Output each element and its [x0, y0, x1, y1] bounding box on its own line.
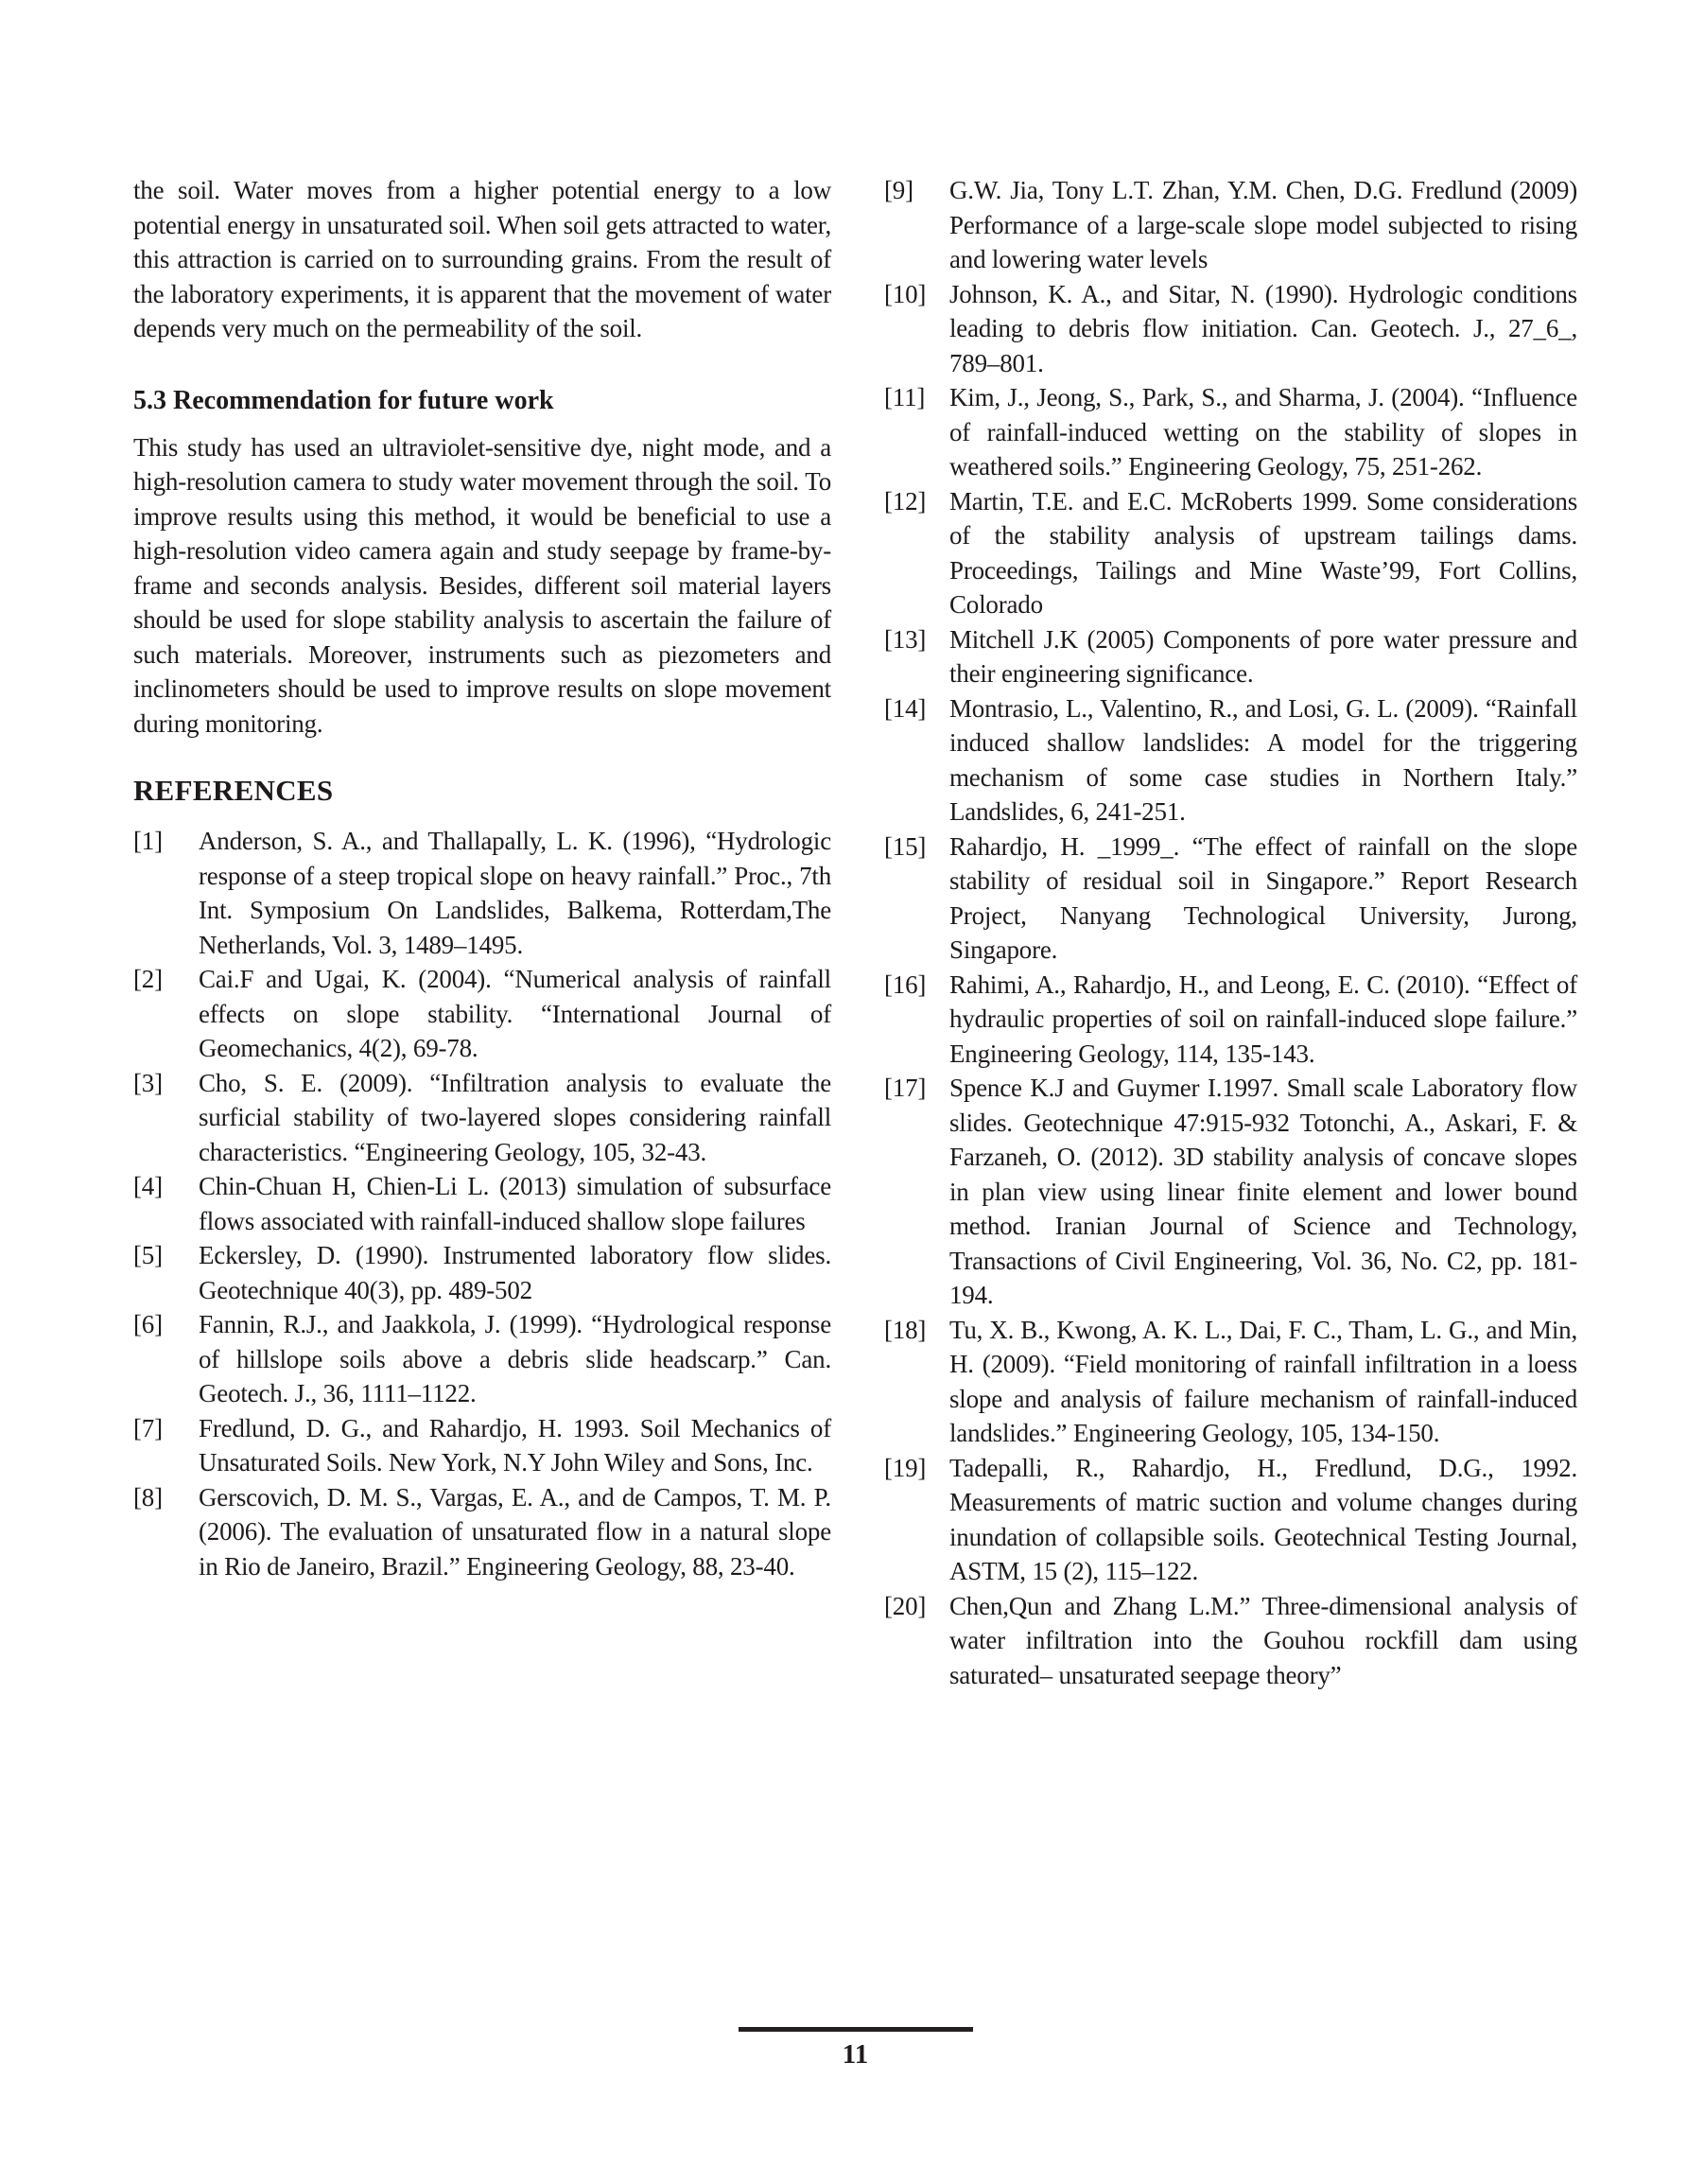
- reference-text: Eckersley, D. (1990). Instrumented laboratory flow slides. Geotechnique 40(3), pp. 489-502: [199, 1241, 831, 1304]
- reference-item: [884, 1313, 1577, 1451]
- reference-number: [12]: [884, 486, 927, 515]
- reference-item: [133, 962, 831, 1066]
- reference-item: [884, 380, 1577, 484]
- reference-number: [3]: [133, 1068, 163, 1097]
- reference-text: Rahardjo, H. _1999_. “The effect of rainfall on the slope stability of residual soil in Singapore.” Report Research Project, Nanyang Technological University, Jurong, Singapore.: [949, 831, 1577, 964]
- reference-item: [884, 1589, 1577, 1693]
- reference-item: [133, 1238, 831, 1307]
- reference-number: [5]: [133, 1241, 163, 1269]
- reference-number: [19]: [884, 1453, 927, 1482]
- reference-item: [884, 622, 1577, 691]
- reference-number: [9]: [884, 176, 913, 204]
- reference-number: [2]: [133, 965, 163, 993]
- reference-text: Martin, T.E. and E.C. McRoberts 1999. Some considerations of the stability analysis of upstream tailings dams. Proceedings, Tailings and Mine Waste’99, Fort Collins, Colorado: [949, 486, 1577, 619]
- reference-number: [14]: [884, 693, 927, 723]
- references-list-right: [884, 173, 1577, 1692]
- reference-text: Chin-Chuan H, Chien-Li L. (2013) simulation of subsurface flows associated with rainfall-induced shallow slope failures: [199, 1172, 831, 1235]
- intro-paragraph: the soil. Water moves from a higher potential energy to a low potential energy in unsaturated soil. When soil gets attracted to water, this attraction is carried on to surrounding grains. From the result of the laboratory experiments, it is apparent that the movement of water depends very much on the permeability of the soil.: [133, 176, 831, 342]
- reference-item: [884, 173, 1577, 277]
- reference-text: Tu, X. B., Kwong, A. K. L., Dai, F. C., Tham, L. G., and Min, H. (2009). “Field monitoring of rainfall infiltration in a loess slope and analysis of failure mechanism of rainfall-induced landslides.” Engineering Geology, 105, 134-150.: [949, 1315, 1577, 1447]
- references-heading: REFERENCES: [133, 774, 334, 807]
- reference-number: [6]: [133, 1310, 163, 1338]
- page-footer: [133, 2027, 1577, 2070]
- reference-text: Anderson, S. A., and Thallapally, L. K. (1996), “Hydrologic response of a steep tropical slope on heavy rainfall.” Proc., 7th Int. Symposium On Landslides, Balkema, Rotterdam,The Netherlands, Vol. 3, 1489–1495.: [199, 827, 831, 959]
- reference-item: [133, 1411, 831, 1480]
- reference-number: [4]: [133, 1172, 163, 1200]
- reference-text: Kim, J., Jeong, S., Park, S., and Sharma, J. (2004). “Influence of rainfall-induced wetting on the stability of slopes in weathered soils.” Engineering Geology, 75, 251-262.: [949, 383, 1577, 480]
- reference-text: Fannin, R.J., and Jaakkola, J. (1999). “Hydrological response of hillslope soils above a debris slide headscarp.” Can. Geotech. J., 36, 1111–1122.: [199, 1310, 831, 1407]
- reference-item: [133, 1066, 831, 1170]
- footer-rule: [739, 2027, 973, 2032]
- reference-text: Spence K.J and Guymer I.1997. Small scale Laboratory flow slides. Geotechnique 47:915-932 Totonchi, A., Askari, F. & Farzaneh, O. (2012). 3D stability analysis of concave slopes in plan view using linear finite element and lower bound method. Iranian Journal of Science and Technology, Transactions of Civil Engineering, Vol. 36, No. C2, pp. 181-194.: [949, 1074, 1577, 1309]
- reference-item: [133, 1169, 831, 1238]
- reference-item: [133, 824, 831, 962]
- reference-number: [15]: [884, 831, 927, 861]
- right-column: [884, 173, 1577, 1692]
- references-list-left: [133, 824, 831, 1583]
- reference-item: [884, 968, 1577, 1072]
- reference-number: [8]: [133, 1482, 163, 1511]
- reference-number: [17]: [884, 1074, 927, 1102]
- page-content: [133, 173, 1577, 1692]
- reference-text: Fredlund, D. G., and Rahardjo, H. 1993. Soil Mechanics of Unsaturated Soils. New York, N.Y John Wiley and Sons, Inc.: [199, 1413, 831, 1476]
- page-number: 11: [842, 2039, 869, 2070]
- reference-item: [884, 1071, 1577, 1313]
- reference-text: Tadepalli, R., Rahardjo, H., Fredlund, D.G., 1992. Measurements of matric suction and volume changes during inundation of collapsible soils. Geotechnical Testing Journal, ASTM, 15 (2), 115–122.: [949, 1453, 1577, 1585]
- reference-number: [11]: [884, 383, 926, 411]
- reference-number: [13]: [884, 624, 927, 654]
- future-work-paragraph: This study has used an ultraviolet-sensitive dye, night mode, and a high-resolution camera to study water movement through the soil. To improve results using this method, it would be beneficial to use a high-resolution video camera again and study seepage by frame-by-frame and seconds analysis. Besides, different soil material layers should be used for slope stability analysis to ascertain the failure of such materials. Moreover, instruments such as piezometers and inclinometers should be used to improve results on slope movement during monitoring.: [133, 432, 831, 738]
- section-heading: 5.3 Recommendation for future work: [133, 385, 554, 415]
- reference-number: [7]: [133, 1413, 163, 1442]
- reference-text: Chen,Qun and Zhang L.M.” Three-dimensional analysis of water infiltration into the Gouhou rockfill dam using saturated– unsaturated seepage theory”: [949, 1591, 1577, 1689]
- reference-text: Cai.F and Ugai, K. (2004). “Numerical analysis of rainfall effects on slope stability. “International Journal of Geomechanics, 4(2), 69-78.: [199, 965, 831, 1062]
- reference-text: Montrasio, L., Valentino, R., and Losi, G. L. (2009). “Rainfall induced shallow landslides: A model for the triggering mechanism of some case studies in Northern Italy.” Landslides, 6, 241-251.: [949, 693, 1577, 826]
- reference-text: Rahimi, A., Rahardjo, H., and Leong, E. C. (2010). “Effect of hydraulic properties of soil on rainfall-induced slope failure.” Engineering Geology, 114, 135-143.: [949, 970, 1577, 1068]
- reference-text: Johnson, K. A., and Sitar, N. (1990). Hydrologic conditions leading to debris flow initiation. Can. Geotech. J., 27_6_, 789–801.: [949, 279, 1577, 377]
- reference-item: [884, 830, 1577, 968]
- reference-text: Gerscovich, D. M. S., Vargas, E. A., and de Campos, T. M. P. (2006). The evaluation of unsaturated flow in a natural slope in Rio de Janeiro, Brazil.” Engineering Geology, 88, 23-40.: [199, 1482, 831, 1581]
- left-column: [133, 173, 831, 1692]
- reference-number: [1]: [133, 827, 163, 855]
- reference-number: [18]: [884, 1315, 927, 1344]
- reference-text: G.W. Jia, Tony L.T. Zhan, Y.M. Chen, D.G. Fredlund (2009) Performance of a large-scale slope model subjected to rising and lowering water levels: [949, 176, 1577, 273]
- reference-number: [16]: [884, 970, 927, 999]
- reference-item: [884, 691, 1577, 830]
- reference-text: Mitchell J.K (2005) Components of pore water pressure and their engineering significance.: [949, 624, 1577, 688]
- reference-number: [10]: [884, 279, 927, 308]
- reference-item: [884, 1451, 1577, 1589]
- reference-item: [133, 1307, 831, 1411]
- reference-number: [20]: [884, 1591, 927, 1620]
- reference-item: [884, 484, 1577, 622]
- reference-item: [133, 1480, 831, 1584]
- reference-item: [884, 277, 1577, 381]
- reference-text: Cho, S. E. (2009). “Infiltration analysis to evaluate the surficial stability of two-layered slopes considering rainfall characteristics. “Engineering Geology, 105, 32-43.: [199, 1068, 831, 1166]
